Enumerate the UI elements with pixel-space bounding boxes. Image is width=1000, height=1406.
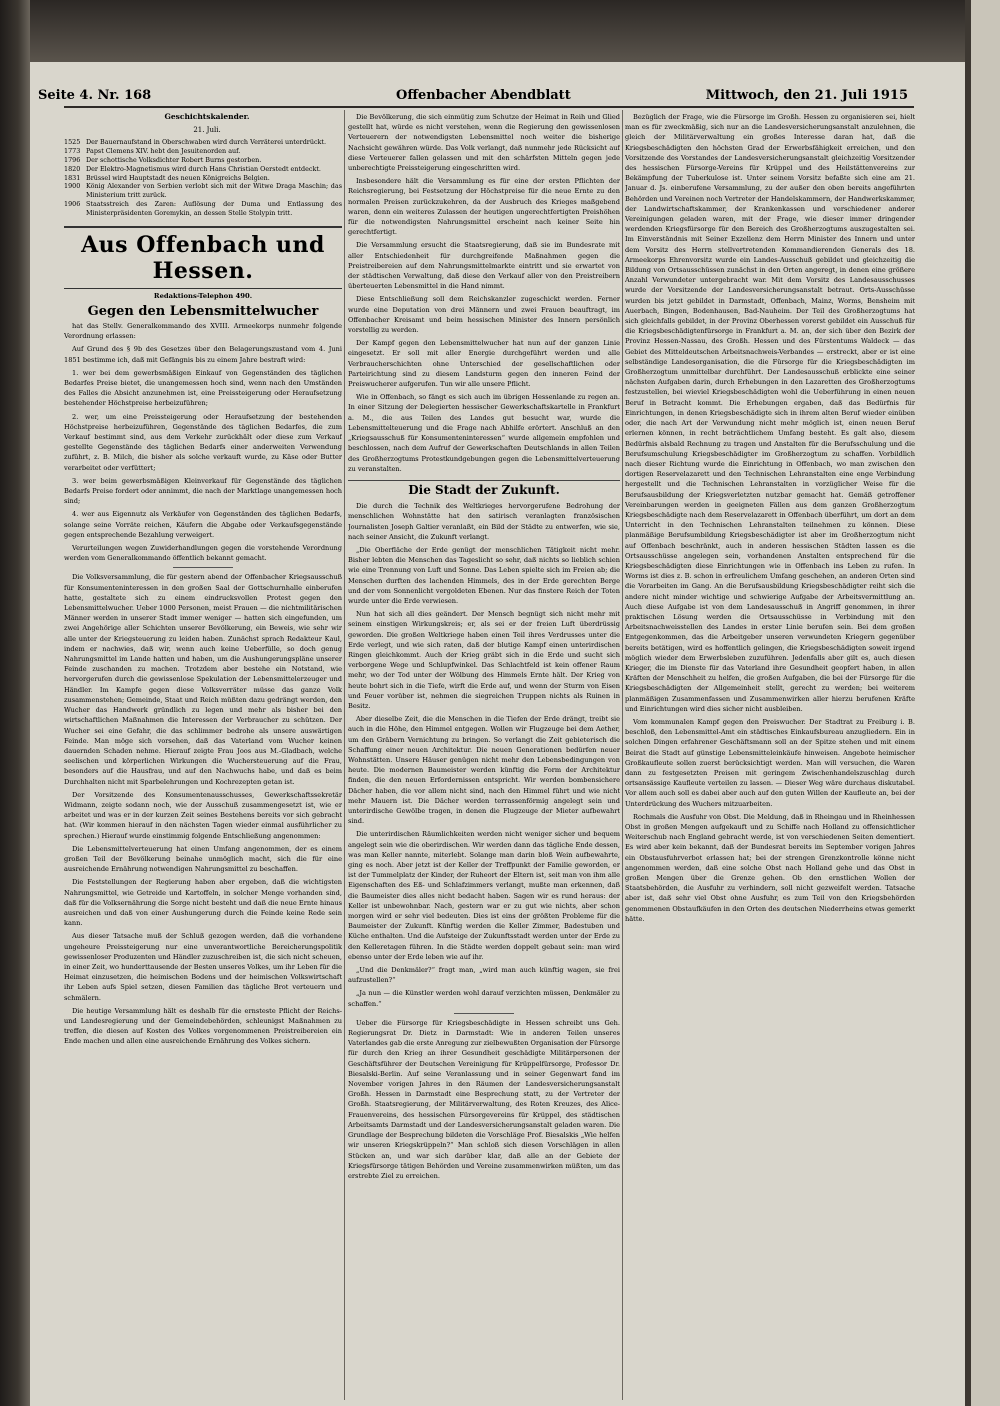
paragraph: Bezüglich der Frage, wie die Fürsorge im Großh. Hessen zu organisieren sei, hielt man es für zweckmäßig, sich nur an die Landesversicherungsanstalt anzulehnen, die gleich der Militärverwaltung ein großes Interesse daran hat, daß die Kriegsbeschädigten den höchsten Grad der Erwerbsfähigkeit erreichen, und den Vorsitzende des Vorstandes der Landesversicherungsanstalt gleichzeitig Vorsitzender des hessischen Fürsorge-Vereins für Krüppel und des Heilstättenvereins zur Bekämpfung der Tuberkulose ist. Unter seinem Vorsitz befaßte sich eine am 21. Januar d. Js. einberufene Versammlung, zu der außer den oben bereits angeführten Behörden und Vereinen noch Vertreter der Handelskammern, der Handwerkskammer, der Landwirtschaftskammer, der Krankenkassen und verschiedener anderer Vereinigungen geladen waren, mit der Frage, wie dieser immer dringender werdenden Kriegsfürsorge für den Bereich des Großherzogtums auszugestalten sei. Im Einverständnis mit Seiner Exzellenz dem Herrn Minister des Innern und unter dem Vorsitz des Herrn stellvertretenden Kommandierenden Generals des 18. Armeekorps Ehrenvorsitz wurde ein Landes-Ausschuß gebildet und gleichzeitig die Bildung von Ortsausschüssen zunächst in den Orten angeregt, in denen eine größere Anzahl Verwundeter untergebracht war. Mit dem Vorsitz des Landesausschusses wurde der Vorsitzende der Landesversicherungsanstalt betraut. Orts-Ausschüsse wurden bis jetzt gebildet in Darmstadt, Offenbach, Mainz, Worms, Bensheim mit Auerbach, Bingen, Bodenhausen, Bad-Nauheim. Der Teil des Großherzogtums hat sich gleichfalls gebildet, in der Provinz Oberhessen vorerst gebildet ein Ausschuß für die Kriegsbeschädigtenfürsorge in Frankfurt a. M. an, der sich über den Bezirk der Provinz Hessen-Nassau, des Großh. Hessen und des Fürstentums Waldeck — das Gebiet des Mitteldeutschen Arbeitsnachweis-Verbandes — erstreckt, aber er ist eine selbständige Landesorganisation, die die Fürsorge für die Kriegsbeschädigten im Großherzogtum unmittelbar durchführt. Der Landesausschuß erblickte eine seiner nächsten Aufgaben darin, durch Erhebungen in den Lazaretten des Großherzogtums festzustellen, bei wieviel Kriegsbeschädigten wohl die Ueberführung in einen neuen Beruf in Betracht kommt. Die Erhebungen ergaben, daß das Bedürfnis für Einrichtungen, in denen Kriegsbeschädigte sich in ihrem alten Beruf wieder einüben oder, die nach Art der Verwundung nicht mehr möglich ist, einen neuen Beruf erlernen können, in recht beträchtlichem Umfang besteht. Es galt also, diesem Bedürfnis alsbald Rechnung zu tragen und Anstalten für die Berufsschulung und die Berufsumschulung Kriegsbeschädigter im Großherzogtum zu schaffen. Vorbildlich nach dieser Richtung wurde die Einrichtung in Offenbach, wo man zwischen den dortigen Reservelazarett und den Technischen Lehranstalten eine enge Verbindung hergestellt und die Technischen Lehranstalten in vorzüglicher Weise für die Berufsausbildung der Kriegsverletzten nutzbar gemacht hat. Gemäß getroffener Vereinbarungen werden in geeigneten Fällen aus dem ganzen Großherzogtum Kriegsbeschädigte nach dem Reservelazarett in Offenbach überführt, um dort an dem Unterricht in den Technischen Lehranstalten teilnehmen zu können. Diese planmäßige Berufsumbildung Kriegsbeschädigter ist aber im Großherzogtum nicht auf Offenbach beschränkt, auch in anderen hessischen Städten lassen es die Ortsausschüsse angelegen sein, vorhandenen Anstalten entsprechend für die Kriegsbeschädigten diese Einrichtungen wie in Offenbach ins Leben zu rufen. In Worms ist dies z. B. schon in erfreulichem Umfang geschehen, an anderen Orten sind die Vorarbeiten im Gang. An die Berufsausbildung Kriegsbeschädigter reiht sich die andere nicht minder wichtige und schwierige Aufgabe der Arbeitsvermittlung an. Auch diese Aufgabe ist von dem Landesausschuß in Angriff genommen, in ihrer praktischen Lösung werden die Ortsausschüsse in Verbindung mit den Arbeitsnachweisstellen des Landes in erster Linie berufen sein. Bei dem großen Entgegenkommen, das die Arbeitgeber unseren verwundeten Kriegern gegenüber bereits betätigen, wird es hoffentlich gelingen, die Kriegsbeschädigten soweit irgend möglich wieder dem Erwerbsleben zuzuführen. Jedenfalls aber gilt es, auch diesen Krieger, die im Dienste für das Vaterland ihre Gesundheit geopfert haben, in allen Kräften der Menschheit zu helfen, die großen Aufgaben, die bei der Fürsorge für die Kriegsbeschädigten der Allgemeinheit stellt, gerecht zu werden; bei weiterem planmäßigen Zusammenfassen und Zusammenwirken aller hierzu berufenen Kräfte und Einrichtungen wird dies sicher nicht ausbleiben. [625, 113, 915, 713]
history-date: 21. Juli. [193, 126, 221, 135]
paragraph: „Ja nun — die Künstler werden wohl darauf verzichten müssen, Denkmäler zu schaffen.“ [348, 989, 620, 1008]
paragraph: 2. wer, um eine Preissteigerung oder Heraufsetzung der bestehenden Höchstpreise herbeizuführen, Gegenstände des täglichen Bedarfes, die zum Verkauf bestimmt sind, aus dem Verkehr zurückhält oder diese zum Verkauf gestellte Gegenstände des täglichen Bedarfs einer anderweiten Verwendung zuführt, z. B. Milch, die bisher als solche verkauft wurde, zu Käse oder Butter verarbeitet oder verfüttert; [64, 412, 342, 472]
paragraph: Aber dieselbe Zeit, die die Menschen in die Tiefen der Erde drängt, treibt sie auch in die Höhe, den Himmel entgegen. Wollen wir Flugzeuge bei dem Aether, um den Gräbern Vernichtung zu bringen. So verlangt die Zeit gebieterisch die Schaffung einer neuen Architektur. Die neuen Generationen bedürfen neuer Wohnstätten. Unsere Häuser genügen nicht mehr den Lebensbedingungen von heute. Die modernen Baumeister werden künftig die Form der Architektur finden, die den neuen Erfordernissen entspricht. Wir werden bombensichere Dächer haben, die vor allem nicht sind, nach den Himmel führt und wie nicht mehr Mauern ist. Die Dächer werden terrassenförmig angelegt sein und unterirdische Gewölbe tragen, in denen die Flugzeuge der Mieter aufbewahrt sind. [348, 715, 620, 826]
paragraph: Die Volksversammlung, die für gestern abend der Offenbacher Kriegsausschuß für Konsumenteninteressen in den großen Saal der Gottschurnhalle einberufen hatte, gestaltete sich zu einem eindrucksvollen Protest gegen den Lebensmittelwucher. Ueber 1000 Personen, meist Frauen — die nichtmilitärischen Männer werden in unserer Stadt immer weniger — hatten sich eingefunden, um zwei Angehörige aller Schichten unserer Bevölkerung, ein Beweis, wie sehr wir alle unter der Kriegsteuerung zu leiden haben. Zunächst sprach Redakteur Kaul, indem er nachwies, daß wir, wenn auch keine Ueberfülle, so doch genug Nahrungsmittel im Lande hatten und haben, um die Aushungerungspläne unserer Feinde zuschanden zu machen. Trotzdem aber bestehe ein Notstand, wie hervorgerufen durch die gewissenlose Spekulation der Lebensmittelerzeuger und Händler. Im Kampfe gegen diese Volksverräter müsse das ganze Volk zusammenstehen; Gemeinde, Staat und Reich müßten dazu gedrängt werden, den Wucher das Handwerk gründlich zu legen und mehr als bisher bei den wirtschaftlichen Maßnahmen die Interessen der Verbraucher zu schützen. Der Wucher sei eine Gefahr, die das schlimmer bedrohe als unsere auswärtigen Feinde. Man möge sich vorsehen, daß das Vaterland vom Wucher keinen dauernden Schaden nehme. Hierauf zeigte Frau Joos aus M.-Gladbach, welche seelischen und körperlichen Wirkungen die Wuchersteuerung auf die Frau, besonders auf die Hausfrau, und auf den Nachwuchs habe, und daß es beim Durchhalten nicht mit Sparbelehrungen und Kochrezepten getan ist. [64, 573, 342, 786]
paragraph: Wie in Offenbach, so fängt es sich auch im übrigen Hessenlande zu regen an. In einer Sitzung der Delegierten hessischer Gewerkschaftskartelle in Frankfurt a. M., die aus Teilen des Landes gut besucht war, wurde die Lebensmittelteuerung und die Frage nach Abhilfe erörtert. Anschluß an den „Kriegsausschuß für Konsumenteninteressen“ wurde allgemein empfohlen und beschlossen, nach dem Aufruf der Gewerkschaften Deutschlands in allen Teilen des Großherzogtums Protestkundgebungen gegen die Lebensmittelverteuerung zu veranstalten. [348, 393, 620, 473]
page-header [38, 88, 908, 108]
paragraph: 1. wer bei dem gewerbsmäßigen Einkauf von Gegenständen des täglichen Bedarfes Preise bietet, die unangemessen hoch sind, wenn nach den Umständen des Falles die Absicht anzunehmen ist, eine Preissteigerung oder Heraufsetzung bestehender Höchstpreise herbeizuführen; [64, 368, 342, 408]
header-rule [64, 106, 914, 108]
column-3 [625, 112, 915, 1397]
paragraph: Die unterirdischen Räumlichkeiten werden nicht weniger sicher und bequem angelegt sein wie die oberirdischen. Wir werden dann das tägliche Ende dessen, was man Keller nannte, miterlebt. Solange man darin bloß Wein aufbewahrte, ging es noch. Aber jetzt ist der Keller der Treffpunkt der Familie geworden, er ist der Tummelplatz der Kinder, der Ruheort der Eltern ist, seit man von ihm alle Eigenschaften des Eß- und Schlafzimmers verlangt, mußte man erkennen, daß die Baumeister dies alles nicht bedacht haben. Sagen wir es rund heraus: der Keller ist unbewohnbar. Nach, gestern war er zu gut wie nichts, aber schon morgen wird er sehr viel bedeuten. Dies ist eins der größten Probleme für die Baumeister der Zukunft. Künftig werden die Keller Zimmer, Badestuben und Küche enthalten. Und die Aufsteige der Zukunftsstadt werden unter der Erde zu den Kelleretagen führen. In die Städte werden doppelt gebaut sein: man wird ebenso unter der Erde leben wie auf ihr. [348, 830, 620, 961]
history-entry: 1900 König Alexander von Serbien verlobt sich mit der Witwe Draga Maschin; das Ministerium tritt zurück. [64, 182, 342, 200]
paragraph: Insbesondere hält die Versammlung es für eine der ersten Pflichten der Reichsregierung, bei Festsetzung der Höchstpreise für die neue Ernte zu den normalen Preisen zurückzukehren, da der Ausbruch des Krieges maßgebend waren, denn ein weiteres Zulassen der heutigen ungerechtfertigten Preishöhen für die notwendigsten Nahrungsmittel erscheint nach keiner Seite hin gerechtfertigt. [348, 177, 620, 237]
paragraph: Ueber die Fürsorge für Kriegsbeschädigte in Hessen schreibt uns Geh. Regierungsrat Dr. Dietz in Darmstadt: Wie in anderen Teilen unseres Vaterlandes gab die erste Anregung zur zielbewußten Organisation der Fürsorge für durch den Krieg an ihrer Gesundheit geschädigte Militärpersonen der Geschäftsführer der Deutschen Vereinigung für Krüppelfürsorge, Professor Dr. Biesalski-Berlin. Auf seine Veranlassung und in seiner Gegenwart fand im November vorigen Jahres in den Räumen der Landesversicherungsanstalt Großh. Hessen in Darmstadt eine Besprechung statt, zu der Vertreter der Großh. Staatsregierung, der Militärverwaltung, des Roten Kreuzes, des Alice-Frauenvereins, des hessischen Fürsorgevereins für Krüppel, des städtischen Arbeitsamts Darmstadt und der Landesversicherungsanstalt geladen waren. Die Grundlage der Besprechung bildeten die Vorschläge Prof. Biesalskis „Wie helfen wir unseren Kriegskrüppeln?“ Man schloß sich diesen Vorschlägen in allen Stücken an, und war sich darüber klar, daß alle an der Gebiete der Kriegsfürsorge tätigen Behörden und Vereine zusammenwirken müßten, um das erstrebte Ziel zu erreichen. [348, 1018, 620, 1180]
page-number: Seite 4. Nr. 168 [38, 88, 152, 103]
article-headline: Gegen den Lebensmittelwucher [87, 303, 319, 319]
paragraph: Die Versammlung ersucht die Staatsregierung, daß sie im Bundesrate mit aller Entschiedenheit für durchgreifende Maßnahmen gegen die Preistreibereien auf dem Nahrungsmittelmarkte eintritt und sie erwartet von der städtischen Verwaltung, daß diese den Verkauf aller von den Preistreibern überteuerten Lebensmittel in die Hand nimmt. [348, 241, 620, 291]
column-1 [64, 112, 342, 1397]
paragraph: Rochmals die Ausfuhr von Obst. Die Meldung, daß in Rheingau und in Rheinhessen Obst in großen Mengen aufgekauft und zu Schiffe nach Holland zu offensichtlicher Weiterschub nach England gebracht werde, ist von verschiedenen Seiten dementiert. Es wird aber kein bekannt, daß der Bundesrat bereits im September vorigen Jahres ein Obstausfuhrverbot erlassen hat; bei der strengen Grenzkontrolle könne nicht angenommen werden, daß eine solche Obst nach Holland gehe und das Obst in großen Mengen über die Grenze gehen. Ob den ernstlichen Wollen der Staatsbehörden, die Ausfuhr zu verhindern, soll nicht gezweifelt werden. Tatsache aber ist, daß sehr viel Obst ohne Ausfuhr, es zum Teil von den Kriegsbehörden genommenen Obstaufkäufen in den Orten des deutschen Niederrheins etwas gemerkt hätte. [625, 812, 915, 923]
scan-top-shadow [30, 0, 965, 62]
separator [454, 1013, 514, 1014]
article-headline: Die Stadt der Zukunft. [348, 480, 620, 495]
paragraph: hat das Stellv. Generalkommando des XVIII. Armeekorps nunmehr folgende Verordnung erlassen: [64, 321, 342, 341]
paragraph: Die durch die Technik des Weltkrieges hervorgerufene Bedrohung der menschlichen Wohnstätte hat den satirisch veranlagten französischen Journalisten Joseph Galtier veranlaßt, ein Bild der Städte zu entwerfen, wie sie, nach seiner Ansicht, die Zukunft verlangt. [348, 502, 620, 541]
paragraph: Verurteilungen wegen Zuwiderhandlungen gegen die vorstehende Verordnung werden vom Generalkommando öffentlich bekannt gemacht. [64, 544, 342, 563]
newspaper-title: Offenbacher Abendblatt [396, 88, 571, 103]
column-divider-1 [344, 110, 345, 1400]
paragraph: 3. wer beim gewerbsmäßigen Kleinverkauf für Gegenstände des täglichen Bedarfs Preise fordert oder annimmt, die nach der Marktlage unangemessen hoch sind; [64, 476, 342, 506]
paragraph: Die heutige Versammlung hält es deshalb für die ernsteste Pflicht der Reichs- und Landesregierung und der Gemeindebehörden, schleunigst Maßnahmen zu treffen, die diesen auf Kosten des Volkes vorgenommenen Preistreibereien ein Ende machen und allen eine ausreichende Ernährung des Volkes sichern. [64, 1006, 342, 1046]
column-2 [348, 112, 620, 1397]
paragraph: Die Feststellungen der Regierung haben aber ergeben, daß die wichtigsten Nahrungsmittel, wie Getreide und Kartoffeln, in solcher Menge vorhanden sind, daß für die Volksernährung die Sorge nicht besteht und daß die neue Ernte hinaus ausreichen und daß von einer Aushungerung durch die Feinde keine Rede sein kann. [64, 878, 342, 928]
section-headline: Aus Offenbach und Hessen. [64, 226, 342, 289]
paragraph: Aus dieser Tatsache muß der Schluß gezogen werden, daß die vorhandene ungeheure Preissteigerung nur eine unverantwortliche Bereicherungspolitik gewissenloser Produzenten und Händler zuzuschreiben ist, die sich nicht scheuen, in einer Zeit, wo hunderttausende der Besten unseres Volkes, um ihr Leben für die Heimat einzusetzen, die heimischen Bodens und der heimischen Volkswirtschaft ihr Leben aufs Spiel setzen, diesen Familien das tägliche Brot verteuern und schmälern. [64, 932, 342, 1002]
column-divider-2 [622, 110, 623, 1400]
history-entry: 1525 Der Bauernaufstand in Oberschwaben wird durch Verräterei unterdrückt. [64, 138, 327, 147]
paragraph: Diese Entschließung soll dem Reichskanzler zugeschickt werden. Ferner wurde eine Deputation von drei Männern und zwei Frauen beauftragt, im Offenbacher Kreisamt und beim hessischen Minister des Innern persönlich vorstellig zu werden. [348, 295, 620, 335]
history-entry: 1773 Papst Clemens XIV. hebt den Jesuitenorden auf. [64, 147, 241, 156]
paragraph: „Die Oberfläche der Erde genügt der menschlichen Tätigkeit nicht mehr. Bisher lebten die Menschen das Tageslicht so sehr, daß nichts so lieblich schien wie eine Trennung von Luft und Sonne. Das Leben spielte sich im Freien ab; die Menschen durften des lachenden Himmels, des in der Erde gerechten Berge und der vom Sonnenlicht vergoldeten Ebenen. Nur das finstere Reich der Toten wurde unter die Erde verwiesen. [348, 545, 620, 605]
editorial-telephone: Redaktions-Telephon 490. [153, 291, 253, 300]
history-entry: 1820 Der Elektro-Magnetismus wird durch Hans Christian Oerstedt entdeckt. [64, 164, 321, 173]
issue-date: Mittwoch, den 21. Juli 1915 [705, 88, 908, 103]
history-entry: 1831 Brüssel wird Hauptstadt des neuen Königreichs Belgien. [64, 173, 270, 182]
paragraph: Auf Grund des § 9b des Gesetzes über den Belagerungszustand vom 4. Juni 1851 bestimme ich, daß mit Gefängnis bis zu einem Jahre bestraft wird: [64, 345, 342, 364]
paragraph: 4. wer aus Eigennutz als Verkäufer von Gegenständen des täglichen Bedarfs, solange seine Vorräte reichen, Käufern die Abgabe oder Verkaufsgegenstände gegen entsprechende Bezahlung verweigert. [64, 510, 342, 539]
paragraph: Vom kommunalen Kampf gegen den Preiswucher. Der Stadtrat zu Freiburg i. B. beschloß, den Lebensmittel-Amt ein städtisches Einkaufsbureau anzugliedern. Ein in solchen Dingen erfahrener Geschäftsmann soll an der Spitze stehen und mit einem Beirat die Stadt auf günstige Lebensmitteleinkäufe hinweisen. Angebote heimischer Großkaufleute sollen zuerst berücksichtigt werden. Man will versuchen, die Waren dann zu festgesetzten Preisen mit geringem Zwischenhandelszuschlag durch ortsansässige Kaufleute verteilen zu lassen. — Dieser Weg wäre durchaus diskutabel. Vor allem auch soll es dabei aber auch auf den guten Willen der Kaufleute an, bei der Unterdrückung des Wuchers mitzuarbeiten. [625, 717, 915, 808]
page-gutter [965, 0, 971, 1406]
book-binding-edge [0, 0, 30, 1406]
history-title: Geschichtskalender. [164, 112, 250, 121]
paragraph: Der Kampf gegen den Lebensmittelwucher hat nun auf der ganzen Linie eingesetzt. Er soll mit aller Energie durchgeführt werden und alle Verbraucherschichten ohne Unterschied der gesellschaftlichen oder Parteirichtung sind zu diesem Landsturm gegen den inneren Feind der Preiswucherer aufgerufen. Tun wir alle unsere Pflicht. [348, 339, 620, 389]
paragraph: Die Lebensmittelverteuerung hat einen Umfang angenommen, der es einem großen Teil der Bevölkerung beinahe unmöglich macht, sich die für eine ausreichende Ernährung notwendigen Nahrungsmittel zu beschaffen. [64, 844, 342, 874]
history-entry: 1796 Der schottische Volksdichter Robert Burns gestorben. [64, 156, 262, 164]
separator [173, 567, 233, 568]
paragraph: „Und die Denkmäler?“ fragt man, „wird man auch künftig wagen, sie frei aufzustellen?“ [348, 966, 620, 985]
history-entry: 1906 Staatsstreich des Zaren: Auflösung der Duma und Entlassung des Ministerpräsidenten Goremykin, an dessen Stelle Stolypin tritt. [64, 199, 342, 217]
adjacent-page-edge [965, 0, 1000, 1406]
paragraph: Nun hat sich all dies geändert. Der Mensch begnügt sich nicht mehr mit seinem einstigen Wirkungskreis; er, als sei er der freien Luft überdrüssig geworden. Die großen Weltkriege haben einen Teil ihres Verdrusses unter die Erde verlegt, und wie sich raten, daß der blutige Kampf einen unterirdischen Ringen gleichkommt. Auch der Krieg gräbt sich in die Erde und sucht sich verborgene Wege und Schlupfwinkel. Das Schlachtfeld ist kein offener Raum mehr, wo der Tod unter der Wölbung des Himmels Ernte hält. Der Krieg von heute bohrt sich in die Tiefe, wirft die Erde auf, und wenn der Sturm von Eisen und Feuer vorüber ist, nehmen die siegreichen Truppen nichts als Ruinen in Besitz. [348, 610, 620, 710]
paragraph: Der Vorsitzende des Konsumentenausschusses, Gewerkschaftssekretär Widmann, zeigte sodann noch, wie der Ausschuß zusammengesetzt ist, wie er arbeitet und was er in der kurzen Zeit seines Bestehens bereits vor sich gebracht hat. (Wir kommen hierauf in den nächsten Tagen wieder einmal ausführlicher zu sprechen.) Hierauf wurde einstimmig folgende Entschließung angenommen: [64, 790, 342, 840]
paragraph: Die Bevölkerung, die sich einmütig zum Schutze der Heimat in Reih und Glied gestellt hat, würde es nicht verstehen, wenn die Regierung den gewissenlosen Verteuerern der notwendigsten Lebensmittel noch weiter die bisherige Nachsicht gewähren würde. Das Volk verlangt, daß nunmehr jede Rücksicht auf diese Verteuerer fallen gelassen und mit den schärfsten Mitteln gegen jede unberechtigte Preissteigerung eingeschritten wird. [348, 113, 620, 173]
